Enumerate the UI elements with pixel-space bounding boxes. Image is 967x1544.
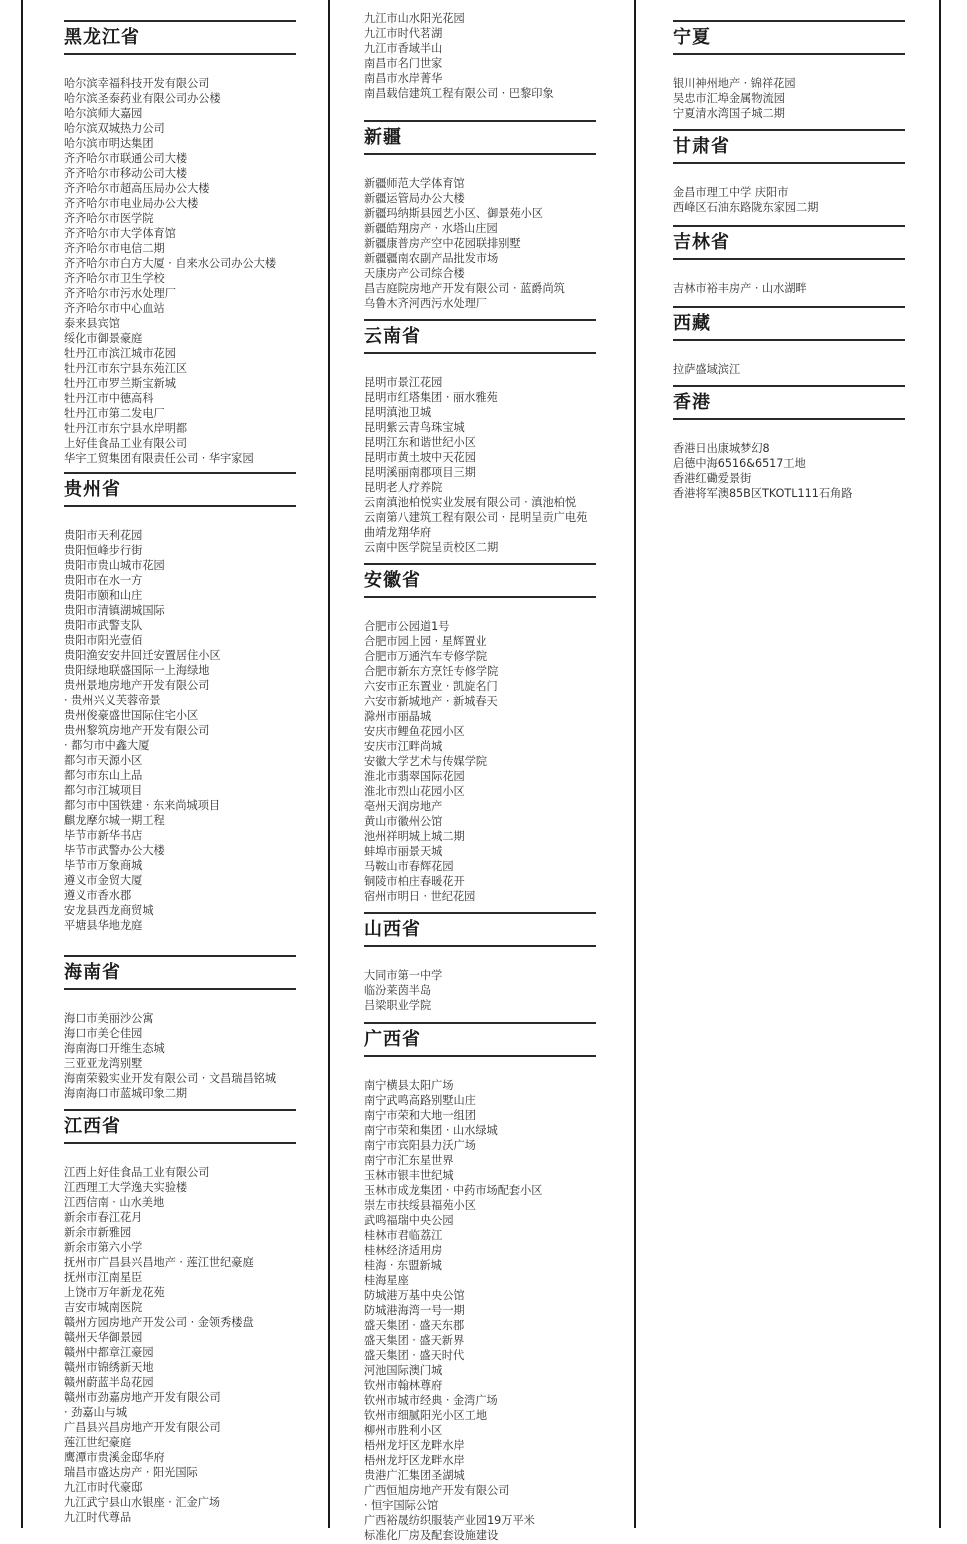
project-item: 六安市正东置业 · 凯旋名门 <box>364 680 498 693</box>
section-guangxi <box>364 1022 599 1543</box>
project-item: 贵阳绿地联盛国际一上海绿地 <box>64 664 210 677</box>
project-item: 九江市时代豪邸 <box>64 1481 143 1494</box>
section-rule-bottom <box>364 153 596 155</box>
project-item: 启德中海6516&6517工地 <box>673 457 806 470</box>
section-title: 广西省 <box>364 1029 421 1050</box>
project-item: 金昌市理工中学 庆阳市 <box>673 186 789 199</box>
project-item: 抚州市江南星臣 <box>64 1271 143 1284</box>
project-item: 蚌埠市丽景天城 <box>364 845 443 858</box>
section-title: 新疆 <box>364 127 402 148</box>
project-item: 临汾莱茵半岛 <box>364 984 432 997</box>
project-item: 齐齐哈尔市移动公司大楼 <box>64 167 188 180</box>
section-rule-bottom <box>364 596 596 598</box>
project-item: 钦州市细腻阳光小区工地 <box>364 1409 488 1422</box>
project-item: 九江武宁县山水银座 · 汇金广场 <box>64 1496 221 1509</box>
project-item: 防城港万基中央公馆 <box>364 1289 465 1302</box>
project-item: 盛天集团 · 盛天时代 <box>364 1349 465 1362</box>
section-title: 江西省 <box>64 1116 121 1137</box>
section-rule-top <box>673 20 905 22</box>
project-item: 昌吉庭院房地产开发有限公司 · 蓝爵尚筑 <box>364 282 565 295</box>
project-item: 南宁市汇东星世界 <box>364 1154 454 1167</box>
project-list <box>673 362 908 377</box>
project-item: 都匀市中国铁建 · 东来尚城项目 <box>64 799 221 812</box>
project-item: 齐齐哈尔市中心血站 <box>64 302 165 315</box>
project-item: 江西上好佳食品工业有限公司 <box>64 1166 210 1179</box>
section-rule-bottom <box>364 945 596 947</box>
project-item: 昆明江东和谐世纪小区 <box>364 436 476 449</box>
section-xizang <box>673 306 908 377</box>
project-list <box>364 968 599 1013</box>
project-item: 毕节市武警办公大楼 <box>64 844 165 857</box>
section-rule-top <box>364 120 596 122</box>
section-header <box>673 129 908 185</box>
project-item: 毕节市万象商城 <box>64 859 143 872</box>
project-item: 池州祥明城上城二期 <box>364 830 465 843</box>
section-header <box>673 20 908 76</box>
project-item: 牡丹江市中德高科 <box>64 392 154 405</box>
project-item: 梧州龙圩区龙畔水岸 <box>364 1454 465 1467</box>
project-item: 宁夏清水湾国子城二期 <box>673 107 785 120</box>
project-item: 合肥市园上园 · 星辉置业 <box>364 635 487 648</box>
project-item: 莲江世纪豪庭 <box>64 1436 132 1449</box>
project-item: 香港红磡爱景街 <box>673 472 752 485</box>
section-title: 宁夏 <box>673 27 711 48</box>
project-item: 香港将军澳85B区TKOTL111石角路 <box>673 487 853 500</box>
project-item: 齐齐哈尔市电信二期 <box>64 242 165 255</box>
section-title: 黑龙江省 <box>64 27 140 48</box>
project-item: · 恒宇国际公馆 <box>364 1499 439 1512</box>
project-item: 赣州市劲嘉房地产开发有限公司 <box>64 1391 221 1404</box>
project-item: 吉林市裕丰房产 · 山水湖畔 <box>673 282 807 295</box>
project-item: 新疆运管局办公大楼 <box>364 192 465 205</box>
project-item: 齐齐哈尔市医学院 <box>64 212 154 225</box>
project-list <box>64 528 299 933</box>
project-list <box>364 11 599 101</box>
section-title: 吉林省 <box>673 232 730 253</box>
project-item: 钦州市翰林尊府 <box>364 1379 443 1392</box>
project-item: 赣州蔚蓝半岛花园 <box>64 1376 154 1389</box>
project-item: 武鸣福瑞中央公园 <box>364 1214 454 1227</box>
section-rule-bottom <box>364 1055 596 1057</box>
project-item: 昆明市红塔集团 · 丽水雅苑 <box>364 391 498 404</box>
project-item: 崇左市扶绥县福苑小区 <box>364 1199 476 1212</box>
section-rule-bottom <box>64 1142 296 1144</box>
project-item: 昆明紫云青鸟珠宝城 <box>364 421 465 434</box>
section-jilin <box>673 225 908 296</box>
project-item: 遵义市香水郡 <box>64 889 132 902</box>
project-item: 新余市新雅园 <box>64 1226 132 1239</box>
project-list <box>364 619 599 904</box>
project-item: 贵阳市贵山城市花园 <box>64 559 165 572</box>
section-rule-bottom <box>673 53 905 55</box>
project-item: 梧州龙圩区龙畔水岸 <box>364 1439 465 1452</box>
section-gansu <box>673 129 908 215</box>
project-item: 贵阳市武警支队 <box>64 619 143 632</box>
project-item: 柳州市胜利小区 <box>364 1424 443 1437</box>
project-item: 拉萨盛域滨江 <box>673 363 741 376</box>
project-item: 贵阳市清镇湖城国际 <box>64 604 165 617</box>
section-header <box>364 912 599 968</box>
project-item: 标准化厂房及配套设施建设 <box>364 1529 499 1542</box>
section-ningxia <box>673 20 908 121</box>
project-item: 齐齐哈尔市卫生学校 <box>64 272 165 285</box>
project-item: 麒龙摩尔城一期工程 <box>64 814 165 827</box>
project-list <box>64 1165 299 1525</box>
project-list <box>364 375 599 555</box>
project-list <box>64 76 299 466</box>
project-item: 云南中医学院呈贡校区二期 <box>364 541 499 554</box>
project-item: 海南海口开维生态城 <box>64 1042 165 1055</box>
project-item: 马鞍山市春辉花园 <box>364 860 454 873</box>
section-rule-bottom <box>673 339 905 341</box>
section-rule-bottom <box>673 418 905 420</box>
project-item: 贵港广汇集团圣湖城 <box>364 1469 465 1482</box>
project-item: 钦州市城市经典 · 金湾广场 <box>364 1394 498 1407</box>
project-item: 桂海星座 <box>364 1274 409 1287</box>
project-item: 滁州市丽晶城 <box>364 710 432 723</box>
project-list <box>673 185 908 215</box>
section-title: 甘肃省 <box>673 136 730 157</box>
project-item: 铜陵市柏庄春暖花开 <box>364 875 465 888</box>
project-item: 贵州黎筑房地产开发有限公司 <box>64 724 210 737</box>
section-header <box>64 1109 299 1165</box>
project-item: 广西裕晟纺织服装产业园19万平米 <box>364 1514 535 1527</box>
project-item: 南宁市宾阳县力沃广场 <box>364 1139 476 1152</box>
project-item: 新疆康普房产空中花园联排别墅 <box>364 237 521 250</box>
section-rule-bottom <box>64 988 296 990</box>
project-item: 上好佳食品工业有限公司 <box>64 437 188 450</box>
project-item: 安庆市鲤鱼花园小区 <box>364 725 465 738</box>
section-rule-top <box>64 1109 296 1111</box>
project-item: 九江市时代茗湖 <box>364 27 443 40</box>
project-item: 瑞昌市盛达房产 · 阳光国际 <box>64 1466 198 1479</box>
project-item: 广西恒旭房地产开发有限公司 <box>364 1484 510 1497</box>
project-item: 南昌市名门世家 <box>364 57 443 70</box>
project-item: 贵州景地房地产开发有限公司 <box>64 679 210 692</box>
project-item: 安庆市江畔尚城 <box>364 740 443 753</box>
project-list <box>673 441 908 501</box>
project-item: 曲靖龙翔华府 <box>364 526 432 539</box>
section-rule-bottom <box>673 258 905 260</box>
project-item: 上饶市万年新龙花苑 <box>64 1286 165 1299</box>
project-item: 吕梁职业学院 <box>364 999 432 1012</box>
section-shanxi <box>364 912 599 1013</box>
project-item: 赣州中都章江豪园 <box>64 1346 154 1359</box>
project-item: 防城港海湾一号一期 <box>364 1304 465 1317</box>
project-item: 牡丹江市东宁县水岸明都 <box>64 422 188 435</box>
project-item: 华宇工贸集团有限责任公司 · 华宇家园 <box>64 452 254 465</box>
project-item: 云南第八建筑工程有限公司 · 昆明呈贡广电苑 <box>364 511 588 524</box>
project-item: 宿州市明日 · 世纪花园 <box>364 890 476 903</box>
column-divider-left <box>21 0 23 1528</box>
project-item: 南昌市水岸菁华 <box>364 72 443 85</box>
project-item: 齐齐哈尔市白方大厦 · 自来水公司办公大楼 <box>64 257 277 270</box>
column-divider-middle-right <box>634 0 636 1528</box>
project-item: 齐齐哈尔市电业局办公大楼 <box>64 197 199 210</box>
project-item: 海南海口市蓝城印象二期 <box>64 1087 188 1100</box>
section-heilongjiang <box>64 20 299 466</box>
section-hongkong <box>673 385 908 501</box>
project-item: 昆明老人疗养院 <box>364 481 443 494</box>
project-item: 淮北市翡翠国际花园 <box>364 770 465 783</box>
project-item: 淮北市烈山花园小区 <box>364 785 465 798</box>
project-item: 牡丹江市东宁县东苑江区 <box>64 362 188 375</box>
project-item: 九江时代尊品 <box>64 1511 132 1524</box>
project-item: 哈尔滨师大嘉园 <box>64 107 143 120</box>
section-rule-top <box>364 1022 596 1024</box>
project-item: 毕节市新华书店 <box>64 829 143 842</box>
section-rule-bottom <box>364 352 596 354</box>
section-yunnan <box>364 319 599 555</box>
column-divider-right <box>939 0 941 1528</box>
project-item: 哈尔滨双城热力公司 <box>64 122 165 135</box>
project-item: 三亚亚龙湾别墅 <box>64 1057 143 1070</box>
project-item: 海口市美仑佳园 <box>64 1027 143 1040</box>
section-guizhou <box>64 472 299 933</box>
section-header <box>64 955 299 1011</box>
project-item: 平塘县华地龙庭 <box>64 919 143 932</box>
section-rule-bottom <box>64 505 296 507</box>
project-item: 南昌载信建筑工程有限公司 · 巴黎印象 <box>364 87 554 100</box>
section-rule-top <box>673 225 905 227</box>
section-header <box>673 306 908 362</box>
project-item: 新余市春江花月 <box>64 1211 143 1224</box>
section-header <box>364 319 599 375</box>
project-item: 贵阳市颐和山庄 <box>64 589 143 602</box>
project-item: 南宁横县太阳广场 <box>364 1079 454 1092</box>
section-header <box>673 385 908 441</box>
project-item: 贵阳渔安安井回迁安置居住小区 <box>64 649 221 662</box>
project-item: 黄山市徽州公馆 <box>364 815 443 828</box>
section-rule-top <box>64 955 296 957</box>
section-rule-top <box>364 563 596 565</box>
project-item: 贵州俊豪盛世国际住宅小区 <box>64 709 199 722</box>
section-rule-top <box>364 319 596 321</box>
project-item: 九江市香域半山 <box>364 42 443 55</box>
section-title: 海南省 <box>64 962 121 983</box>
section-rule-top <box>673 306 905 308</box>
project-item: 西峰区石油东路陇东家园二期 <box>673 201 819 214</box>
project-list <box>64 1011 299 1101</box>
project-item: 广昌县兴昌房地产开发有限公司 <box>64 1421 221 1434</box>
section-hainan <box>64 955 299 1101</box>
project-item: 牡丹江市滨江城市花园 <box>64 347 176 360</box>
project-item: 合肥市新东方烹饪专修学院 <box>364 665 499 678</box>
project-item: 新余市第六小学 <box>64 1241 143 1254</box>
project-item: 新疆玛纳斯县园艺小区、御景苑小区 <box>364 207 544 220</box>
section-rule-bottom <box>64 53 296 55</box>
project-item: 新疆皓翔房产 · 水塔山庄园 <box>364 222 498 235</box>
section-header <box>64 20 299 76</box>
project-item: 齐齐哈尔市联通公司大楼 <box>64 152 188 165</box>
project-item: 安龙县西龙商贸城 <box>64 904 154 917</box>
project-list <box>364 1078 599 1543</box>
project-item: 遵义市金贸大厦 <box>64 874 143 887</box>
project-item: 绥化市御景豪庭 <box>64 332 143 345</box>
project-item: 贵阳市天利花园 <box>64 529 143 542</box>
project-item: 桂海 · 东盟新城 <box>364 1259 442 1272</box>
project-item: 哈尔滨圣泰药业有限公司办公楼 <box>64 92 221 105</box>
project-item: 大同市第一中学 <box>364 969 443 982</box>
section-title: 香港 <box>673 392 711 413</box>
section-title: 云南省 <box>364 326 421 347</box>
project-item: 玉林市银丰世纪城 <box>364 1169 454 1182</box>
project-item: 亳州天润房地产 <box>364 800 443 813</box>
project-item: 香港日出康城梦幻8 <box>673 442 770 455</box>
project-item: 桂林市君临荔江 <box>364 1229 443 1242</box>
section-rule-top <box>673 129 905 131</box>
section-rule-top <box>364 912 596 914</box>
section-rule-top <box>64 472 296 474</box>
project-item: · 劲嘉山与城 <box>64 1406 128 1419</box>
project-item: 都匀市天源小区 <box>64 754 143 767</box>
project-item: 齐齐哈尔市大学体育馆 <box>64 227 176 240</box>
section-rule-bottom <box>673 162 905 164</box>
project-item: · 贵州兴义芙蓉帝景 <box>64 694 161 707</box>
project-item: 合肥市公园道1号 <box>364 620 450 633</box>
project-item: 玉林市成龙集团 · 中药市场配套小区 <box>364 1184 543 1197</box>
section-jiangxi <box>64 1109 299 1525</box>
project-item: 赣州天华御景园 <box>64 1331 143 1344</box>
project-item: 江西信南 · 山水美地 <box>64 1196 165 1209</box>
continued-list <box>364 11 599 101</box>
project-item: 齐齐哈尔市污水处理厂 <box>64 287 176 300</box>
project-item: 贵阳恒峰步行街 <box>64 544 143 557</box>
project-item: 昆明溪丽南郡项目三期 <box>364 466 476 479</box>
project-item: 江西理工大学逸夫实验楼 <box>64 1181 188 1194</box>
project-item: 赣州方园房地产开发公司 · 金领秀楼盘 <box>64 1316 254 1329</box>
section-anhui <box>364 563 599 904</box>
project-item: 海南荣毅实业开发有限公司 · 文昌瑞昌铭城 <box>64 1072 277 1085</box>
section-header <box>673 225 908 281</box>
project-item: 盛天集团 · 盛天东郡 <box>364 1319 465 1332</box>
project-item: 都匀市江城项目 <box>64 784 143 797</box>
column-divider-middle-left <box>328 0 330 1528</box>
section-xinjiang <box>364 120 599 311</box>
project-item: 海口市美丽沙公寓 <box>64 1012 154 1025</box>
project-item: 乌鲁木齐河西污水处理厂 <box>364 297 488 310</box>
project-item: 齐齐哈尔市超高压局办公大楼 <box>64 182 210 195</box>
project-item: 云南滇池柏悦实业发展有限公司 · 滇池柏悦 <box>364 496 577 509</box>
section-rule-top <box>64 20 296 22</box>
project-item: 贵阳市阳光壹佰 <box>64 634 143 647</box>
section-title: 安徽省 <box>364 570 421 591</box>
project-item: 南宁市荣和大地一组团 <box>364 1109 476 1122</box>
project-item: 天康房产公司综合楼 <box>364 267 465 280</box>
project-item: 鹰潭市贵溪金邸华府 <box>64 1451 165 1464</box>
section-header <box>64 472 299 528</box>
section-rule-top <box>673 385 905 387</box>
project-item: · 都匀市中鑫大厦 <box>64 739 150 752</box>
project-item: 六安市新城地产 · 新城春天 <box>364 695 498 708</box>
project-item: 泰来县宾馆 <box>64 317 120 330</box>
project-item: 南宁武鸣高路别墅山庄 <box>364 1094 476 1107</box>
project-item: 吉安市城南医院 <box>64 1301 143 1314</box>
project-item: 吴忠市汇埠金属物流园 <box>673 92 785 105</box>
project-item: 昆明市黄土坡中天花园 <box>364 451 476 464</box>
section-header <box>364 120 599 176</box>
section-title: 贵州省 <box>64 479 121 500</box>
section-title: 山西省 <box>364 919 421 940</box>
section-header <box>364 1022 599 1078</box>
project-item: 哈尔滨幸福科技开发有限公司 <box>64 77 210 90</box>
project-item: 都匀市东山上品 <box>64 769 143 782</box>
project-item: 桂林经济适用房 <box>364 1244 443 1257</box>
project-list <box>673 76 908 121</box>
project-item: 银川神州地产 · 锦祥花园 <box>673 77 796 90</box>
project-item: 抚州市广昌县兴昌地产 · 莲江世纪豪庭 <box>64 1256 254 1269</box>
project-item: 牡丹江市第二发电厂 <box>64 407 165 420</box>
project-item: 合肥市万通汽车专修学院 <box>364 650 488 663</box>
project-item: 九江市山水阳光花园 <box>364 12 465 25</box>
project-item: 南宁市荣和集团 · 山水绿城 <box>364 1124 498 1137</box>
section-title: 西藏 <box>673 313 711 334</box>
project-item: 赣州市锦绣新天地 <box>64 1361 154 1374</box>
project-item: 贵阳市在水一方 <box>64 574 143 587</box>
project-item: 哈尔滨市明达集团 <box>64 137 154 150</box>
project-list <box>364 176 599 311</box>
project-list <box>673 281 908 296</box>
section-header <box>364 563 599 619</box>
project-item: 盛天集团 · 盛天新界 <box>364 1334 465 1347</box>
project-item: 新疆师范大学体育馆 <box>364 177 465 190</box>
project-item: 昆明滇池卫城 <box>364 406 432 419</box>
project-item: 昆明市景江花园 <box>364 376 443 389</box>
project-item: 新疆疆南农副产品批发市场 <box>364 252 499 265</box>
project-item: 安徽大学艺术与传媒学院 <box>364 755 488 768</box>
project-item: 牡丹江市罗兰斯宝新城 <box>64 377 176 390</box>
project-item: 河池国际澳门城 <box>364 1364 443 1377</box>
